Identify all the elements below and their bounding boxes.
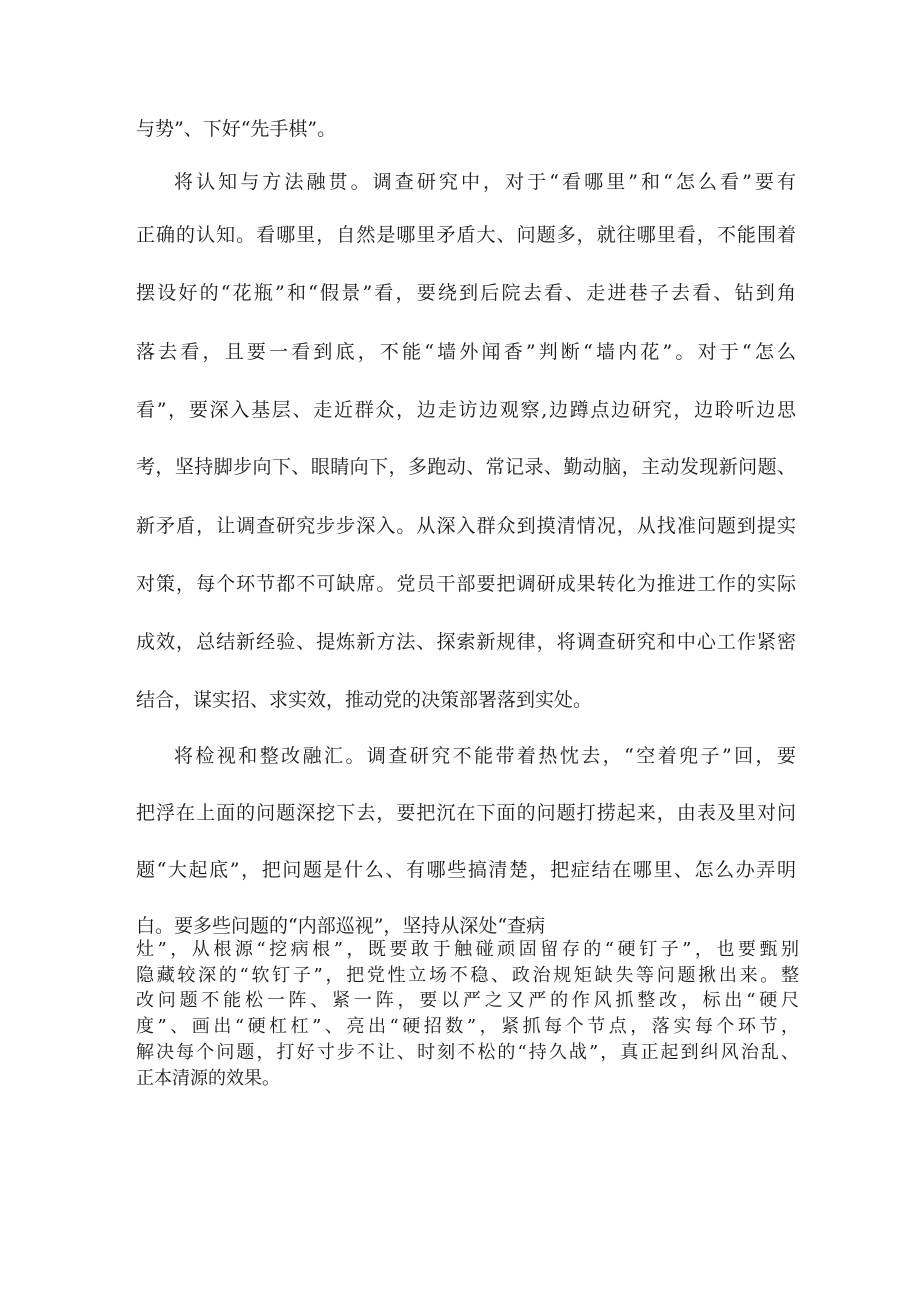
paragraph-line: 新矛盾，让调查研究步步深入。从深入群众到摸清情况，从找准问题到提实 — [136, 515, 796, 537]
paragraph-line: 考，坚持脚步向下、眼睛向下，多跑动、常记录、勤动脑，主动发现新问题、 — [136, 456, 796, 478]
paragraph-line: 把浮在上面的问题深挖下去，要把沉在下面的问题打捞起来，由表及里对问 — [136, 802, 796, 824]
paragraph-line: 度”、画出“硬杠杠”、亮出“硬招数”，紧抓每个节点，落实每个环节， — [136, 1016, 799, 1037]
paragraph-line: 摆设好的“花瓶”和“假景”看，要绕到后院去看、走进巷子去看、钻到角 — [136, 282, 796, 304]
paragraph-line: 结合，谋实招、求实效，推动党的决策部署落到实处。 — [136, 689, 593, 711]
paragraph-line: 改问题不能松一阵、紧一阵，要以严之又严的作风抓整改，标出“硬尺 — [136, 990, 799, 1011]
paragraph-heading-line: 将检视和整改融汇。调查研究不能带着热忱去，“空着兜子”回，要 — [174, 745, 796, 767]
paragraph-line: 白。要多些问题的“内部巡视”，坚持从深处“查病 — [136, 915, 546, 937]
paragraph-line: 与势”、下好“先手棋”。 — [136, 118, 337, 140]
paragraph-line: 解决每个问题，打好寸步不让、时刻不松的“持久战”，真正起到纠风治乱、 — [136, 1042, 799, 1063]
paragraph-line: 对策，每个环节都不可缺席。党员干部要把调研成果转化为推进工作的实际 — [136, 573, 796, 595]
paragraph-line: 正确的认知。看哪里，自然是哪里矛盾大、问题多，就往哪里看，不能围着 — [136, 224, 796, 246]
paragraph-line: 看”，要深入基层、走近群众，边走访边观察,边蹲点边研究，边聆听边思 — [136, 399, 796, 421]
paragraph-line: 题“大起底”，把问题是什么、有哪些搞清楚，把症结在哪里、怎么办弄明 — [136, 859, 796, 881]
paragraph-line: 隐藏较深的“软钉子”，把党性立场不稳、政治规矩缺失等问题揪出来。整 — [136, 965, 799, 986]
paragraph-line: 落去看，且要一看到底，不能“墙外闻香”判断“墙内花”。对于“怎么 — [136, 341, 796, 363]
paragraph-heading-line: 将认知与方法融贯。调查研究中，对于“看哪里”和“怎么看”要有 — [174, 171, 796, 193]
paragraph-line: 正本清源的效果。 — [136, 1068, 280, 1089]
paragraph-line: 灶”，从根源“挖病根”，既要敢于触碰顽固留存的“硬钉子”，也要甄别 — [136, 939, 799, 960]
paragraph-line: 成效，总结新经验、提炼新方法、探索新规律，将调查研究和中心工作紧密 — [136, 631, 796, 653]
